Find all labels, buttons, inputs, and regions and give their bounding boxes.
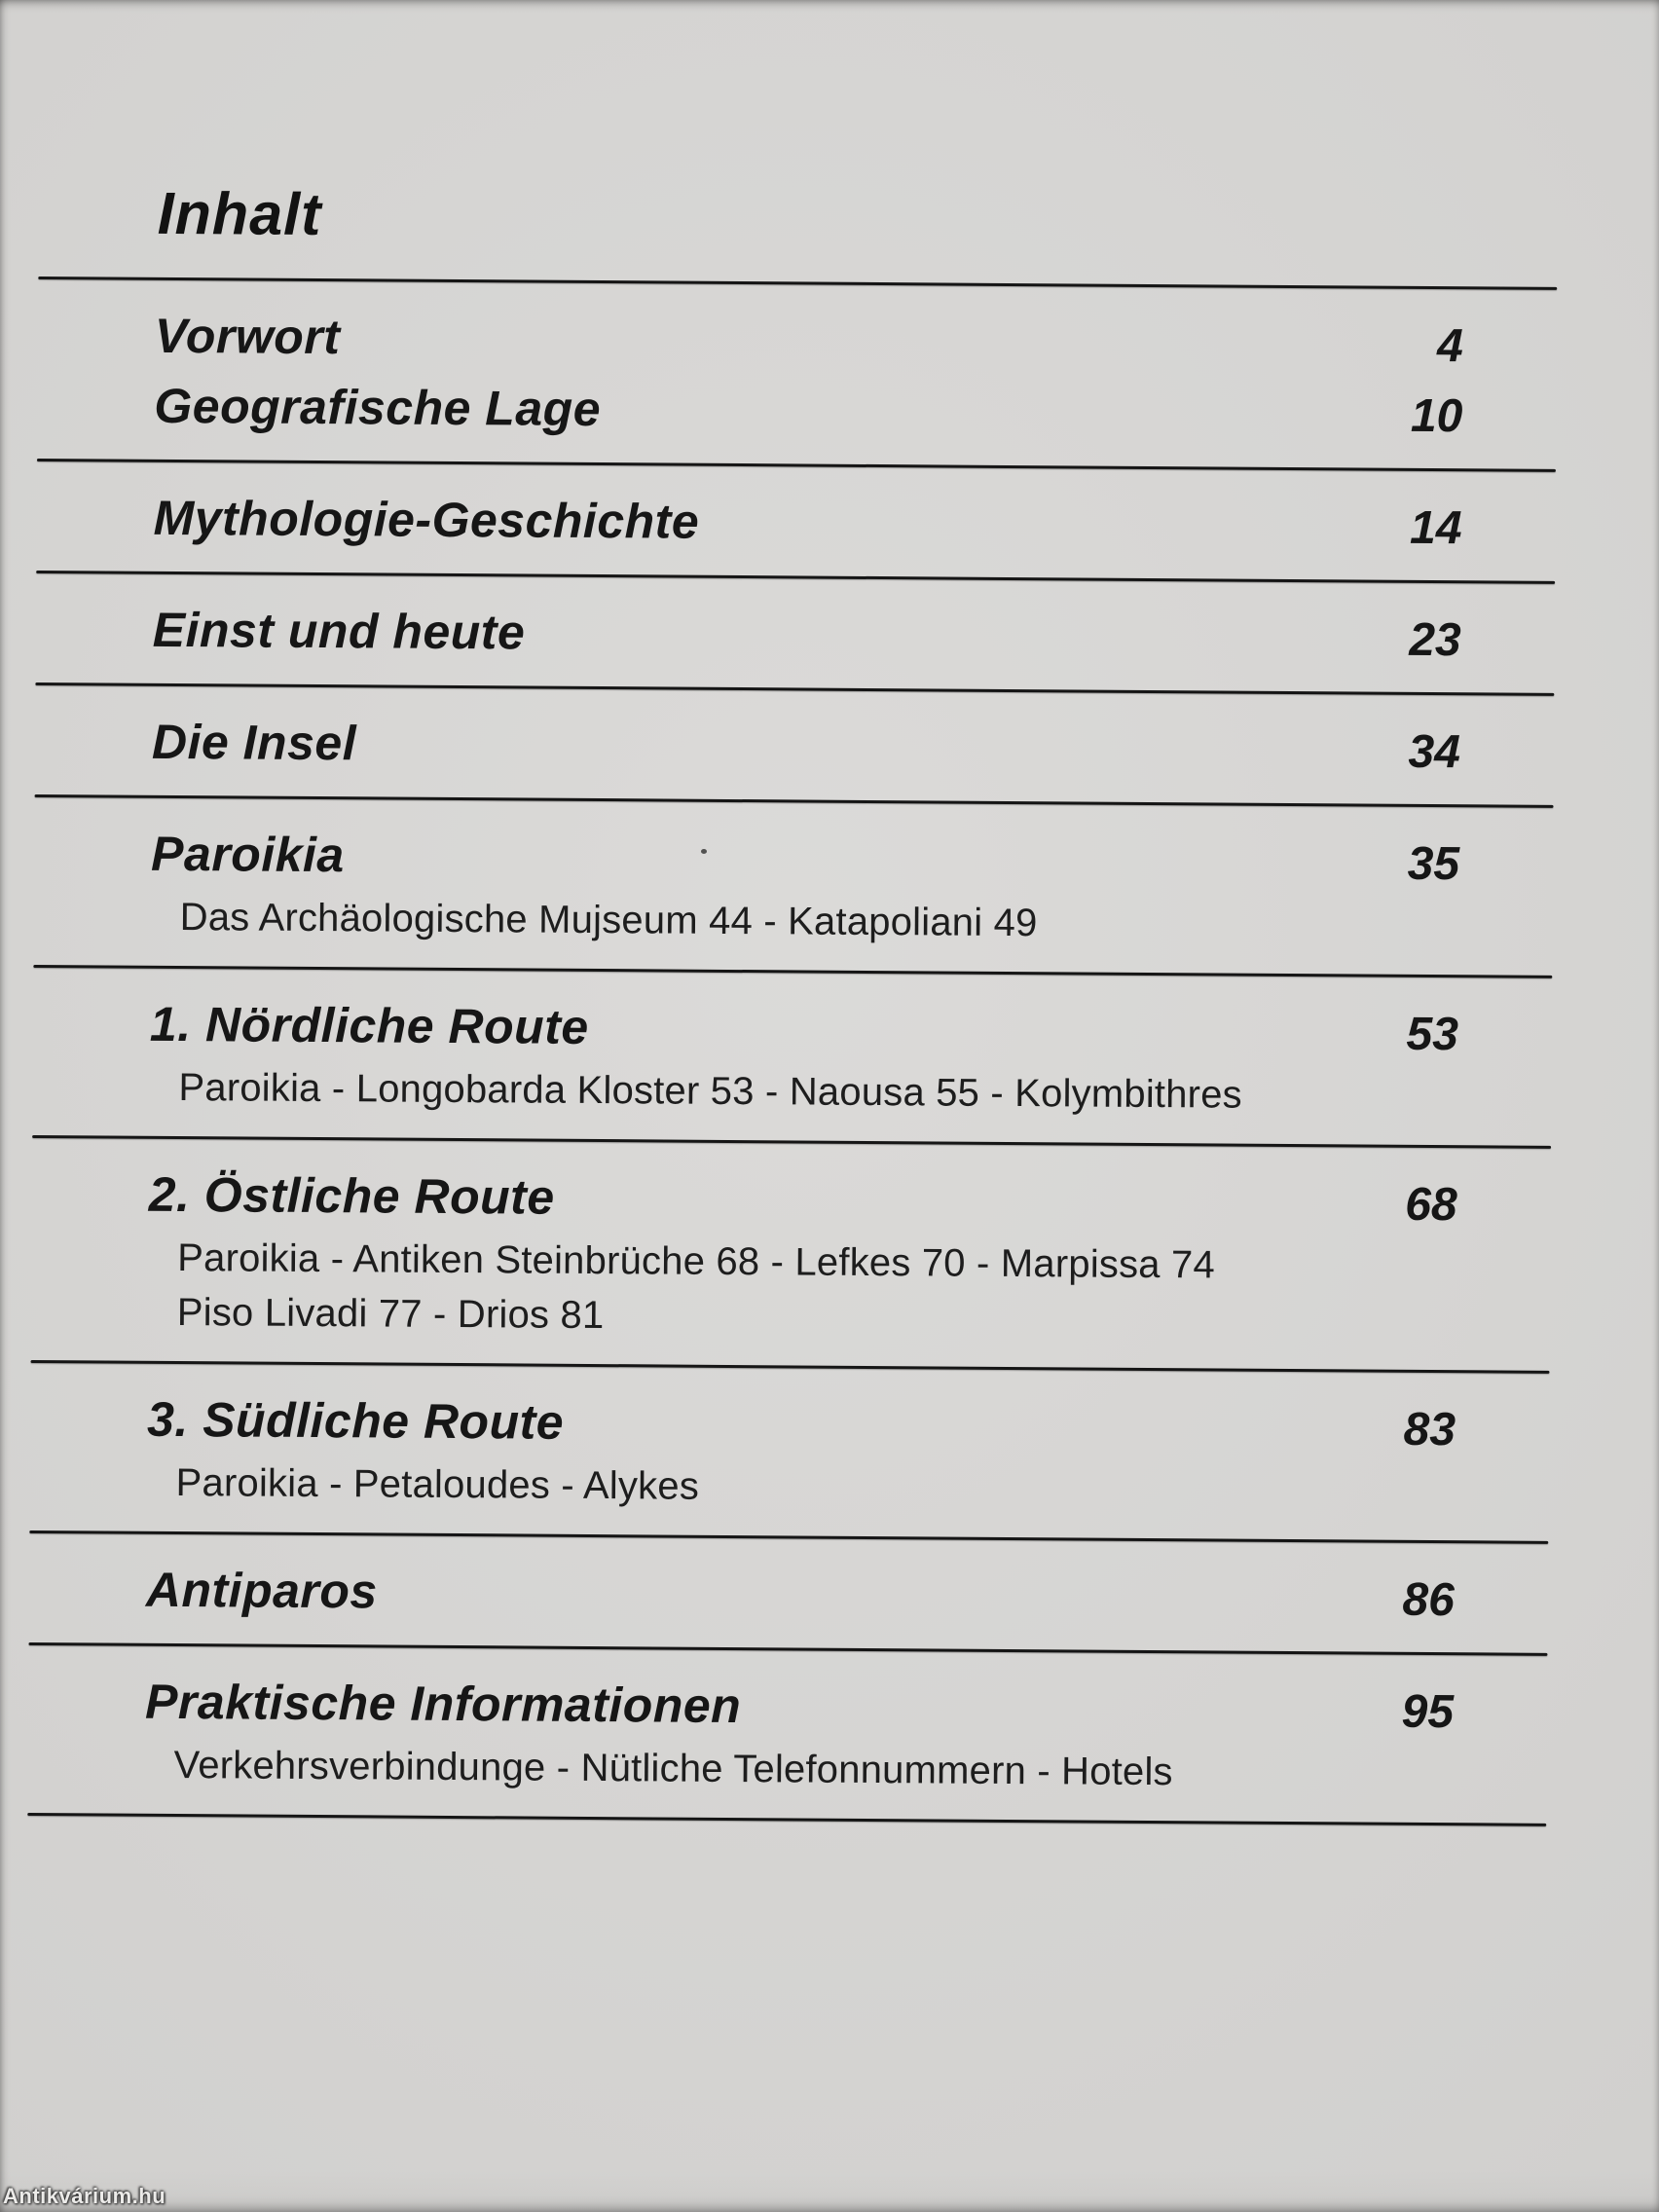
toc-entry-label: Mythologie-Geschichte: [153, 490, 700, 549]
toc-entry-label: Paroikia: [150, 826, 345, 883]
toc-entry-page-number: 68: [1405, 1178, 1457, 1232]
toc-row: [35, 713, 1554, 782]
toc-row: [36, 601, 1555, 670]
toc-entry-page-number: 34: [1408, 725, 1461, 779]
toc-subentry: Verkehrsverbindunge - Nütliche Telefonnummern - Hotels: [173, 1744, 1173, 1794]
toc-subentry: Das Archäologische Mujseum 44 - Katapoliani 49: [179, 896, 1038, 945]
toc-section-paroikia: [33, 797, 1553, 976]
toc-row: [34, 825, 1553, 894]
toc-row: [28, 1673, 1547, 1742]
toc-entry-label: Antiparos: [145, 1562, 378, 1619]
toc-row: [38, 307, 1557, 376]
toc-entry-page-number: 53: [1406, 1008, 1459, 1061]
toc-section-praktische-informationen: [27, 1645, 1547, 1824]
toc-row: [33, 995, 1552, 1064]
toc-entry-label: Einst und heute: [152, 602, 526, 660]
toc-entry-label: Vorwort: [154, 308, 341, 365]
toc-section-suedliche-route: [29, 1363, 1549, 1541]
toc-entry-page-number: 95: [1401, 1685, 1455, 1739]
toc-row: [29, 1561, 1548, 1630]
toc-entry-label: 1. Nördliche Route: [149, 996, 589, 1054]
toc-section-antiparos: [28, 1533, 1548, 1653]
toc-subentry: Piso Livadi 77 - Drios 81: [176, 1291, 605, 1338]
toc-subentry: Paroikia - Antiken Steinbrüche 68 - Lefkes 70 - Marpissa 74: [177, 1236, 1216, 1287]
toc-entry-label: Geografische Lage: [154, 378, 602, 437]
toc-section-vorwort: [37, 279, 1557, 469]
toc-section-noerdliche-route: [32, 968, 1552, 1146]
toc-row: [31, 1165, 1550, 1235]
toc-content: [27, 177, 1558, 1826]
toc-entry-page-number: 83: [1403, 1403, 1456, 1456]
toc-entry-label: 2. Östliche Route: [148, 1166, 555, 1225]
toc-section-mythologie: [36, 461, 1556, 581]
toc-entry-page-number: 4: [1436, 320, 1464, 373]
toc-entry-page-number: 14: [1409, 501, 1462, 555]
toc-entry-page-number: 10: [1410, 389, 1463, 443]
toc-section-die-insel: [35, 685, 1555, 805]
toc-row: [36, 489, 1555, 558]
toc-row: [30, 1390, 1549, 1459]
toc-entry-label: Praktische Informationen: [144, 1674, 742, 1734]
toc-entry-page-number: 23: [1409, 613, 1461, 667]
toc-subentry: Paroikia - Longobarda Kloster 53 - Naousa 55 - Kolymbithres: [178, 1066, 1242, 1117]
toc-entry-label: 3. Südliche Route: [146, 1391, 565, 1450]
toc-subentry: Paroikia - Petaloudes - Alykes: [175, 1461, 700, 1508]
toc-entry-label: Die Insel: [151, 714, 357, 771]
watermark: Antikvárium.hu: [3, 2184, 166, 2208]
toc-section-einst-und-heute: [35, 573, 1555, 693]
page-title: Inhalt: [157, 179, 322, 248]
toc-entry-page-number: 86: [1402, 1573, 1456, 1627]
toc-row: [37, 377, 1556, 446]
toc-section-oestliche-route: [31, 1138, 1552, 1371]
ink-speck: [701, 849, 707, 854]
toc-entry-page-number: 35: [1407, 837, 1460, 891]
